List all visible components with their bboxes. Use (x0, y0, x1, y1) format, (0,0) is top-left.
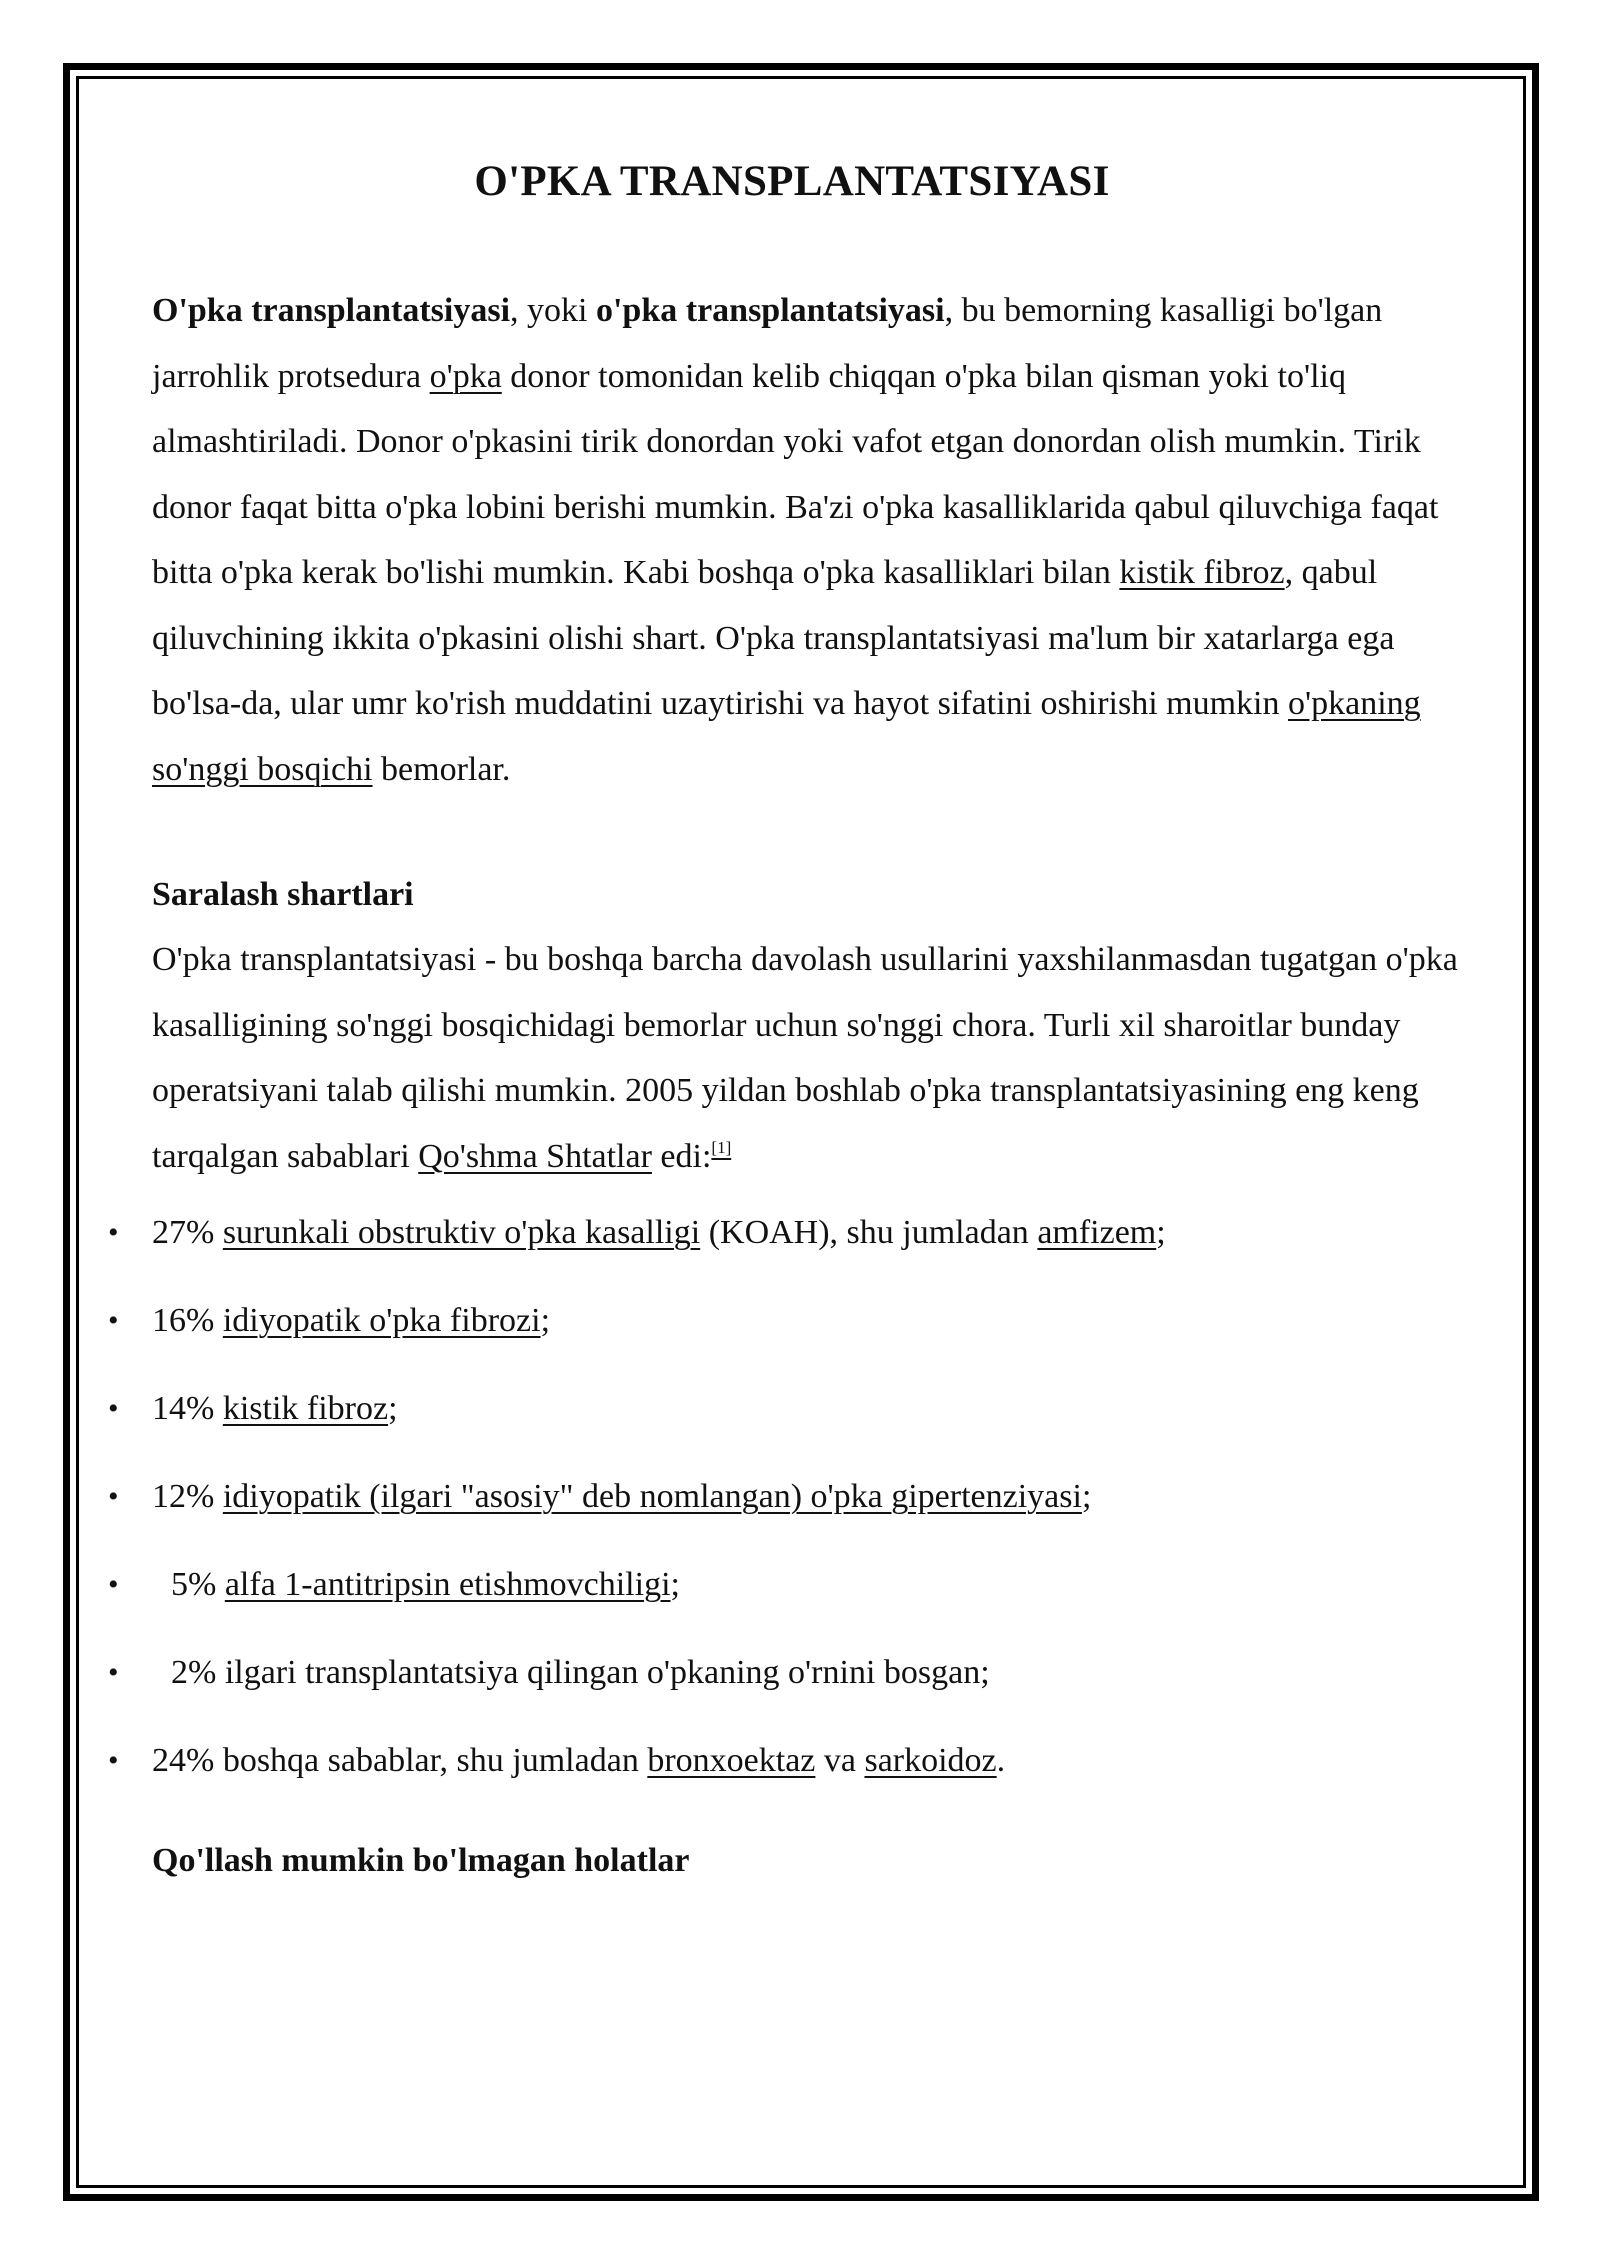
document-title: O'PKA TRANSPLANTATSIYASI (474, 158, 1110, 205)
section-heading-saralash: Saralash shartlari (152, 876, 414, 913)
bullet-icon: • (108, 1392, 119, 1425)
list-item: • 12% idiyopatik (ilgari "asosiy" deb nomlangan) o'pka gipertenziyasi; (108, 1478, 1092, 1515)
list-item: • 14% kistik fibroz; (108, 1390, 398, 1427)
intro-term-1: O'pka transplantatsiyasi (152, 292, 511, 329)
footnote-ref-1[interactable]: [1] (711, 1137, 732, 1157)
link-alfa-antitripsin[interactable]: alfa 1-antitripsin etishmovchiligi (224, 1566, 671, 1603)
bullet-icon: • (108, 1216, 119, 1249)
link-kistik-fibroz-2[interactable]: kistik fibroz (222, 1390, 389, 1427)
list-item: • 16% idiyopatik o'pka fibrozi; (108, 1302, 551, 1339)
bullet-icon: • (108, 1744, 119, 1777)
section-paragraph-saralash: O'pka transplantatsiyasi - bu boshqa barcha davolash usullarini yaxshilanmasdan tugatgan o'pka kasalligining so'nggi bosqichidagi bemorlar uchun so'nggi chora. Turli xil sharoitlar bunday operatsiyani talab qilishi mumkin. 2005 yildan boshlab o'pka transplantatsiyasining eng keng tarqalgan sabablari Qo'shma Shtatlar edi:[1] (152, 941, 1458, 1175)
document-body (108, 150, 1462, 1893)
link-gipertenziyasi[interactable]: idiyopatik (ilgari "asosiy" deb nomlangan) o'pka gipertenziyasi (222, 1478, 1082, 1515)
bullet-icon: • (108, 1480, 119, 1513)
list-item: • 27% surunkali obstruktiv o'pka kasalligi (KOAH), shu jumladan amfizem; (108, 1214, 1166, 1251)
link-surunkali-obstruktiv[interactable]: surunkali obstruktiv o'pka kasalligi (222, 1214, 701, 1251)
bullet-icon: • (108, 1304, 119, 1337)
link-kistik-fibroz[interactable]: kistik fibroz (1119, 554, 1285, 591)
link-sarkoidoz[interactable]: sarkoidoz (864, 1742, 997, 1779)
list-item: • 24% boshqa sabablar, shu jumladan bronxoektaz va sarkoidoz. (108, 1742, 1006, 1779)
list-item: • 2% ilgari transplantatsiya qilingan o'pkaning o'rnini bosgan; (108, 1654, 990, 1691)
link-opka[interactable]: o'pka (429, 357, 502, 395)
bullet-icon: • (108, 1656, 119, 1689)
section-heading-qollash: Qo'llash mumkin bo'lmagan holatlar (152, 1842, 690, 1879)
link-bronxoektaz[interactable]: bronxoektaz (647, 1742, 816, 1779)
link-qoshma-shtatlar[interactable]: Qo'shma Shtatlar (418, 1137, 652, 1175)
intro-term-2: o'pka transplantatsiyasi (595, 292, 945, 329)
link-amfizem[interactable]: amfizem (1037, 1214, 1157, 1251)
bullet-icon: • (108, 1568, 119, 1601)
intro-paragraph: O'pka transplantatsiyasi, yoki o'pka transplantatsiyasi, bu bemorning kasalligi bo'lgan jarrohlik protsedura o'pka donor tomonidan kelib chiqqan o'pka bilan qisman yoki to'liq almashtiriladi. Donor o'pkasini tirik donordan yoki vafot etgan donordan olish mumkin. Tirik donor faqat bitta o'pka lobini berishi mumkin. Ba'zi o'pka kasalliklarida qabul qiluvchiga faqat bitta o'pka kerak bo'lishi mumkin. Kabi boshqa o'pka kasalliklari bilan kistik fibroz, qabul qiluvchining ikkita o'pkasini olishi shart. O'pka transplantatsiyasi ma'lum bir xatarlarga ega bo'lsa-da, ular umr ko'rish muddatini uzaytirishi va hayot sifatini oshirishi mumkin o'pkaning so'nggi bosqichi bemorlar. (152, 292, 1439, 788)
list-item: • 5% alfa 1-antitripsin etishmovchiligi; (108, 1566, 680, 1603)
link-opkaning-songgi-bosqichi[interactable]: o'pkaning so'nggi bosqichi (152, 685, 1421, 788)
causes-list (108, 1213, 1462, 1781)
link-idiyopatik-fibrozi[interactable]: idiyopatik o'pka fibrozi (222, 1302, 541, 1339)
